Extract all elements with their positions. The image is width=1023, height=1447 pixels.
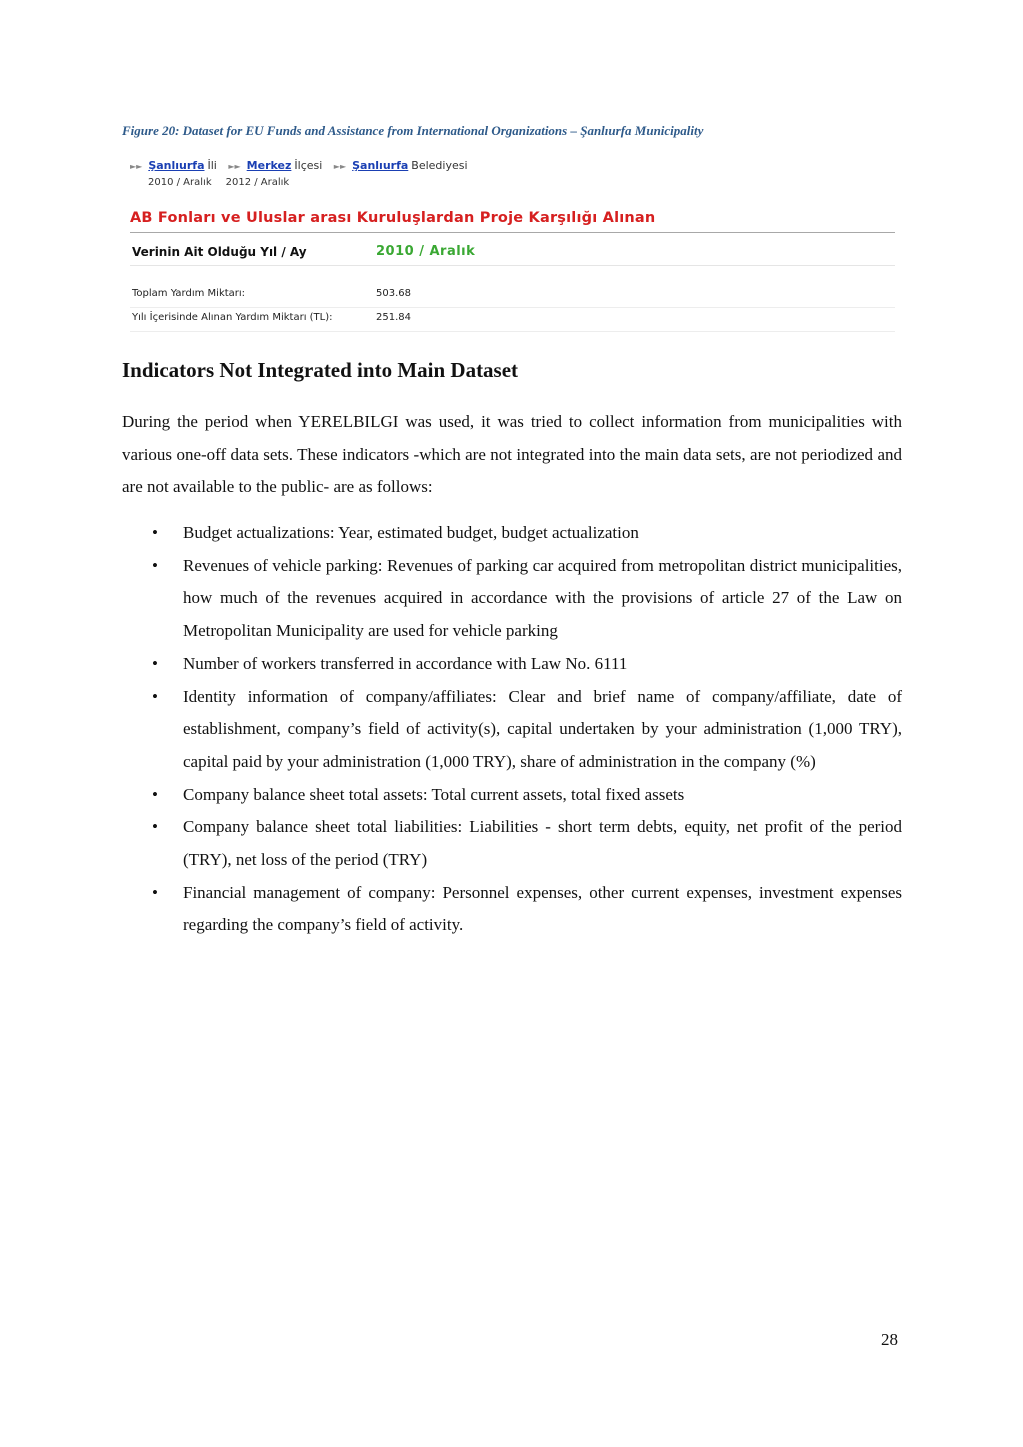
breadcrumb-link-province[interactable]: Şanlıurfa xyxy=(148,159,205,172)
list-item-text: Identity information of company/affiliates: Clear and brief name of company/affiliate, date of establishment, company’s field of activity(s), capital undertaken by your administration (1,000 TRY), capital paid by your administration (1,000 TRY), share of administration in the company (%) xyxy=(183,686,902,771)
data-row-total-aid xyxy=(130,285,895,308)
breadcrumb-item-district xyxy=(228,159,322,172)
bullet-icon: • xyxy=(152,817,158,837)
list-item xyxy=(122,779,902,812)
breadcrumb-suffix: İlçesi xyxy=(294,159,323,172)
list-item-text: Budget actualizations: Year, estimated budget, budget actualization xyxy=(183,523,639,542)
list-item xyxy=(122,550,902,648)
bullet-icon: • xyxy=(152,784,158,804)
indicator-list xyxy=(122,517,902,942)
breadcrumb-link-municipality[interactable]: Şanlıurfa xyxy=(352,159,409,172)
end-date: 2012 / Aralık xyxy=(225,177,290,188)
list-item xyxy=(122,877,902,942)
data-row-yearly-aid xyxy=(130,309,895,332)
list-item-text: Company balance sheet total liabilities: Liabilities - short term debts, equity, net profit of the period (TRY), net loss of the period (TRY) xyxy=(183,817,902,870)
bullet-icon: • xyxy=(152,653,158,673)
bullet-icon: • xyxy=(152,555,158,575)
figure-caption: Figure 20: Dataset for EU Funds and Assistance from International Organizations – Şanlıurfa Municipality xyxy=(122,123,704,138)
intro-paragraph: During the period when YERELBILGI was used, it was tried to collect information from municipalities with various one-off data sets. These indicators -which are not integrated into the main data sets, are not periodized and are not available to the public- are as follows: xyxy=(122,412,902,497)
arrow-icon: ►► xyxy=(228,162,241,171)
bullet-icon: • xyxy=(152,523,158,542)
list-item xyxy=(122,648,902,681)
start-date: 2010 / Aralık xyxy=(148,177,212,188)
list-item-text: Financial management of company: Personnel expenses, other current expenses, investment expenses regarding the company’s field of activity. xyxy=(183,882,902,935)
list-item-text: Number of workers transferred in accordance with Law No. 6111 xyxy=(183,653,628,673)
list-item xyxy=(122,517,902,550)
list-item xyxy=(122,681,902,779)
period-value: 2010 / Aralık xyxy=(376,244,476,259)
date-range xyxy=(148,177,303,188)
data-row-value: 503.68 xyxy=(376,288,411,299)
breadcrumb-suffix: Belediyesi xyxy=(411,159,468,172)
period-label: Verinin Ait Olduğu Yıl / Ay xyxy=(132,245,307,259)
list-item-text: Company balance sheet total assets: Total current assets, total fixed assets xyxy=(183,784,685,804)
divider xyxy=(130,232,895,233)
period-row xyxy=(130,243,895,266)
breadcrumb xyxy=(130,159,476,172)
arrow-icon: ►► xyxy=(333,162,347,171)
list-item xyxy=(122,811,902,876)
list-item-text: Revenues of vehicle parking: Revenues of parking car acquired from metropolitan district municipalities, how much of the revenues acquired in accordance with the provisions of article 27 of the Law on Metropolitan Municipality are used for vehicle parking xyxy=(183,555,902,641)
data-row-value: 251.84 xyxy=(376,312,411,323)
breadcrumb-link-district[interactable]: Merkez xyxy=(246,159,292,172)
bullet-icon: • xyxy=(152,882,158,902)
section-heading: Indicators Not Integrated into Main Dataset xyxy=(122,358,519,382)
data-row-label: Yılı İçerisinde Alınan Yardım Miktarı (TL): xyxy=(132,312,333,323)
breadcrumb-item-municipality xyxy=(334,159,468,172)
breadcrumb-suffix: İli xyxy=(207,159,217,172)
dataset-title: AB Fonları ve Uluslar arası Kuruluşlardan Proje Karşılığı Alınan xyxy=(130,210,656,226)
page-number: 28 xyxy=(881,1330,898,1349)
arrow-icon: ►► xyxy=(130,162,143,171)
bullet-icon: • xyxy=(152,686,158,706)
embedded-screenshot xyxy=(126,155,896,335)
data-row-label: Toplam Yardım Miktarı: xyxy=(132,288,246,299)
breadcrumb-item-province xyxy=(130,159,217,172)
